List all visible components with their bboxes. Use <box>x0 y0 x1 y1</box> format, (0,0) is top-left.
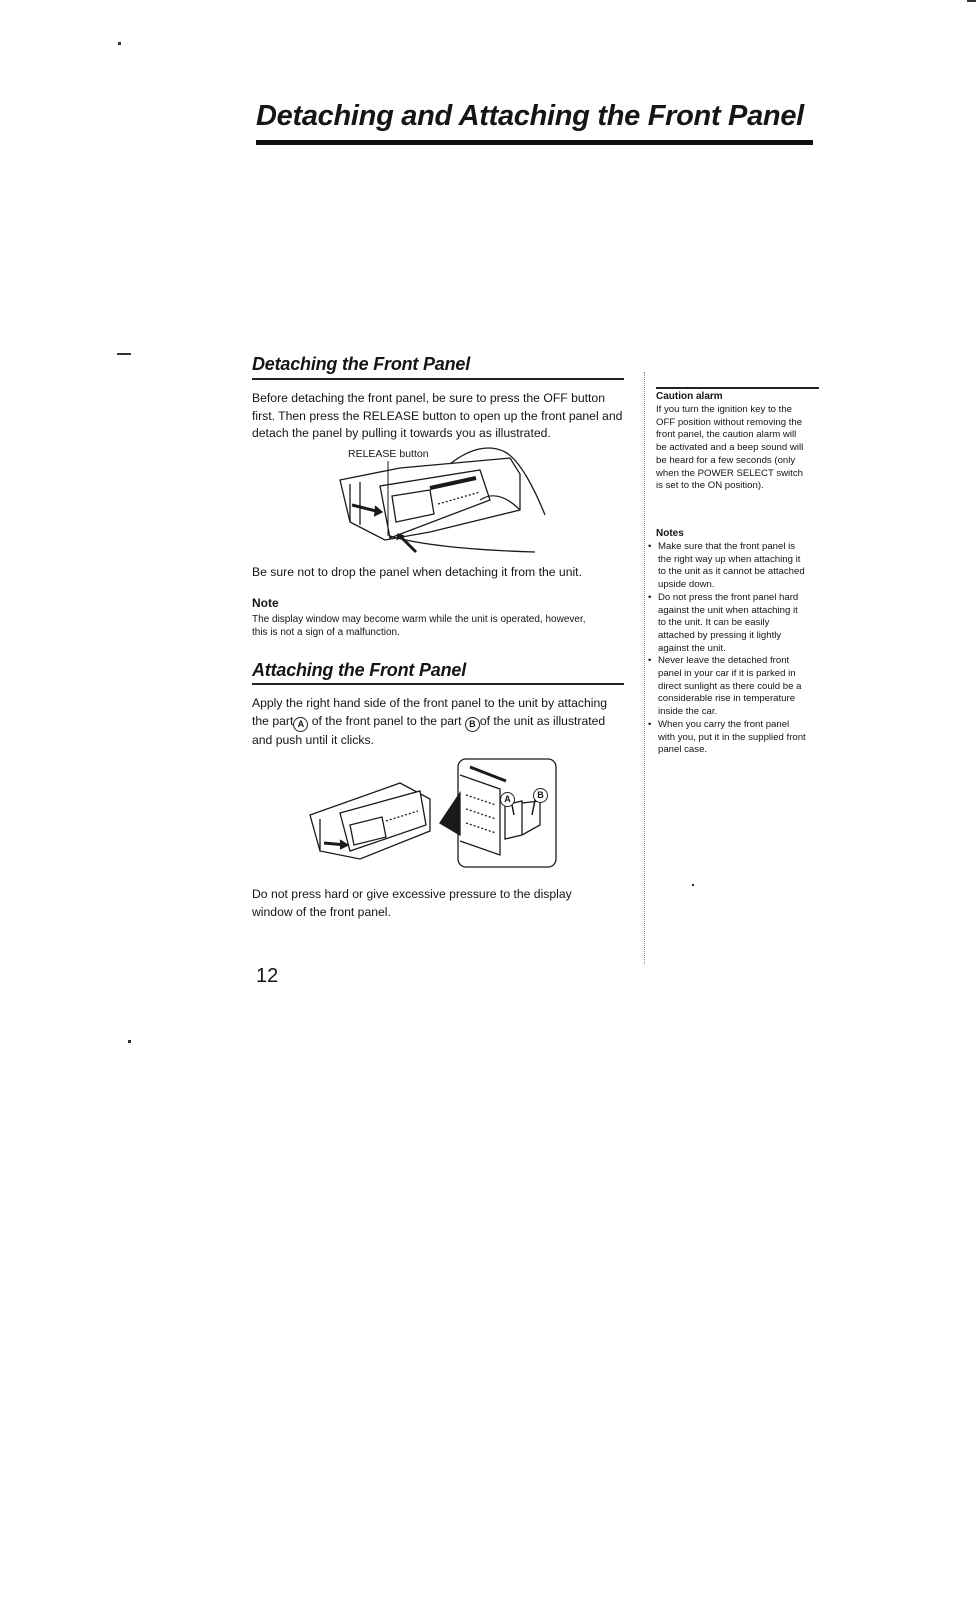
detaching-heading: Detaching the Front Panel <box>252 354 471 374</box>
notes-heading: Notes <box>656 528 684 539</box>
attaching-heading-rule <box>252 683 624 685</box>
attaching-figure-label-b <box>533 783 548 803</box>
column-divider <box>644 372 645 964</box>
caution-alarm-body: If you turn the ignition key to the OFF position without removing the front panel, the caution alarm will be activated and a beep sound will be heard for a few seconds (only when the POWER SELECT switch is set to the ON position). <box>656 404 804 492</box>
scan-mark <box>692 884 694 886</box>
scan-mark <box>128 1040 131 1043</box>
page-number: 12 <box>256 965 279 987</box>
attaching-body-part-3: of the unit as illustrated and push until it clicks. <box>252 713 606 747</box>
note-body: The display window may become warm while the unit is operated, however, this is not a sign of a malfunction. <box>252 614 586 638</box>
detaching-heading-rule <box>252 378 624 380</box>
release-button-label: RELEASE button <box>348 448 429 460</box>
list-item: • Never leave the detached front panel in your car if it is parked in direct sunlight as there could be a considerable rise in temperature inside the car. <box>648 655 808 719</box>
note-heading: Note <box>252 596 279 610</box>
attaching-illustration <box>300 755 570 875</box>
figure-part-b-symbol: B <box>533 788 548 803</box>
list-item: • Do not press the front panel hard against the unit when attaching it to the unit. It can be easily attached by pressing it lightly against the unit. <box>648 592 808 656</box>
detaching-body: Before detaching the front panel, be sure to press the OFF button first. Then press the RELEASE button to open up the front panel and detach the panel by pulling it towards you as illustrated. <box>252 391 623 440</box>
scan-mark <box>118 42 121 45</box>
list-item: • Make sure that the front panel is the right way up when attaching it to the unit as it cannot be attached upside down. <box>648 541 808 592</box>
notes-list <box>648 541 808 757</box>
page-title: Detaching and Attaching the Front Panel <box>256 100 804 132</box>
list-item: • When you carry the front panel with you, put it in the supplied front panel case. <box>648 719 808 757</box>
attaching-body-part-2: of the front panel to the part <box>311 713 462 728</box>
title-rule <box>256 140 813 145</box>
part-b-symbol: B <box>465 717 480 732</box>
caution-alarm-heading: Caution alarm <box>656 391 723 402</box>
attaching-body-part-1: Apply the right hand side of the front panel to the unit by attaching the part <box>252 696 608 728</box>
attaching-after-figure: Do not press hard or give excessive pressure to the display window of the front panel. <box>252 887 572 919</box>
scan-mark <box>117 353 131 355</box>
attaching-body <box>252 695 624 749</box>
attaching-figure-label-a <box>500 787 515 807</box>
scan-mark <box>967 0 976 2</box>
part-a-symbol: A <box>293 717 308 732</box>
detaching-after-figure: Be sure not to drop the panel when detaching it from the unit. <box>252 565 582 579</box>
attaching-heading: Attaching the Front Panel <box>252 660 467 680</box>
sidebar-rule <box>656 387 819 389</box>
figure-part-a-symbol: A <box>500 792 515 807</box>
